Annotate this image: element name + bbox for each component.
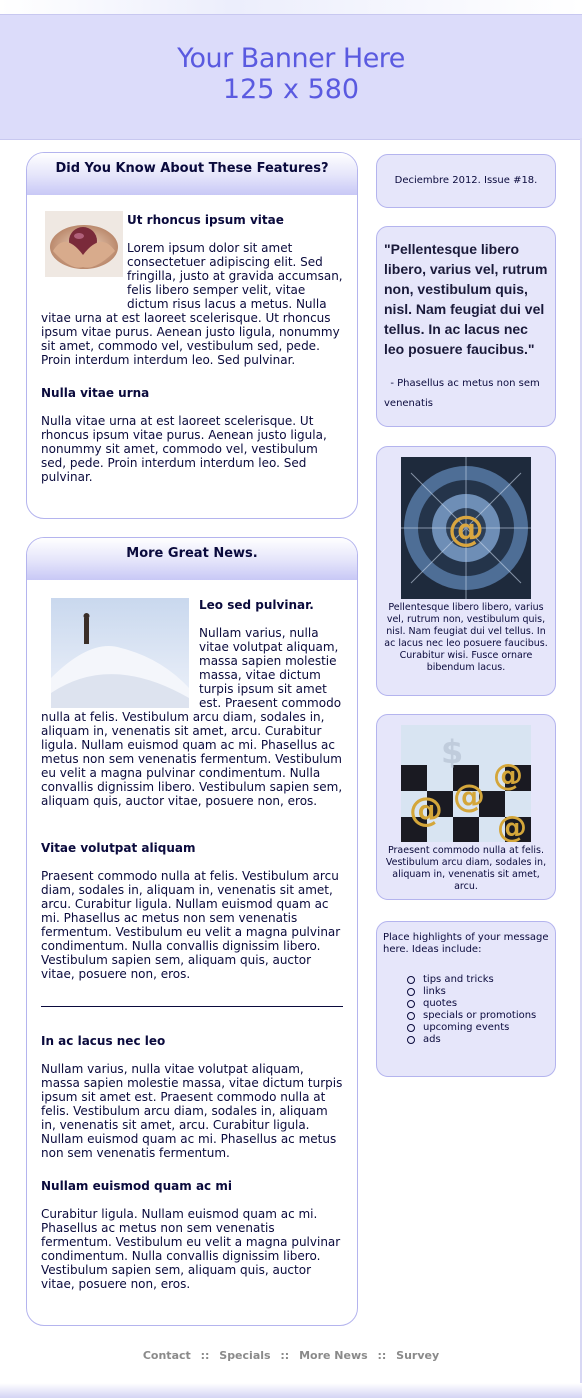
issue-box [376, 154, 556, 208]
highlights-box [376, 921, 556, 1077]
issue-label: Deciembre 2012. Issue #18. [394, 175, 538, 186]
idea-item: tips and tricks [407, 974, 553, 986]
footer-link-more-news[interactable]: More News [299, 1349, 368, 1362]
highlights-content [383, 932, 553, 1046]
dartboard-photo[interactable] [401, 457, 531, 599]
article-body: Nullam varius, nulla vitae volutpat aliquam, massa sapien molestie massa, vitae dictum turpis ipsum sit amet est. Praesent commodo nulla at felis. Vestibulum arcu diam, sodales in, aliquam in, venenatis sit amet, arcu. Curabitur ligula. Nullam euismod quam ac mi. Phasellus ac metus non sem venenatis fermentum. [41, 1062, 343, 1160]
quote-text: "Pellentesque libero libero, varius vel, rutrum non, vestibulum quis, nisl. Nam feugiat dui vel tellus. In ac lacus nec leo posuere faucibus." [384, 241, 548, 357]
svg-text:@: @ [497, 810, 527, 842]
idea-item: upcoming events [407, 1022, 553, 1034]
article-heading: Nullam euismod quam ac mi [41, 1179, 232, 1193]
features-card-title: Did You Know About These Features? [27, 153, 357, 195]
idea-item: ads [407, 1034, 553, 1046]
svg-text:@: @ [409, 790, 443, 830]
news-card-title: More Great News. [27, 538, 357, 580]
chess-at-photo[interactable] [401, 725, 531, 842]
article-body [41, 241, 345, 367]
features-card [26, 152, 358, 519]
banner[interactable] [0, 14, 582, 140]
article-heading: In ac lacus nec leo [41, 1034, 166, 1048]
dartboard-caption: Pellentesque libero libero, varius vel, rutrum non, vestibulum quis, nisl. Nam feugiat dui vel tellus. In ac lacus nec leo posuere faucibus. Curabitur wisi. Fusce ornare bibendum lacus. [384, 602, 548, 673]
bottom-strip [0, 1383, 582, 1398]
footer-link-specials[interactable]: Specials [219, 1349, 271, 1362]
quote-box [376, 226, 556, 427]
footer-separator: :: [280, 1349, 290, 1362]
svg-text:@: @ [448, 509, 484, 550]
quote-attribution [384, 374, 544, 414]
idea-item: quotes [407, 998, 553, 1010]
footer-link-survey[interactable]: Survey [396, 1349, 440, 1362]
footer-nav [0, 1349, 582, 1362]
article-heading: Leo sed pulvinar. [199, 598, 314, 612]
chess-caption: Praesent commodo nulla at felis. Vestibulum arcu diam, sodales in, aliquam in, venenatis sit amet, arcu. [385, 845, 547, 892]
ideas-list [407, 974, 553, 1046]
article-heading: Nulla vitae urna [41, 386, 150, 400]
image-box-dartboard [376, 446, 556, 696]
highlights-intro: Place highlights of your message here. Ideas include: [383, 932, 549, 955]
svg-text:@: @ [493, 758, 523, 793]
article-heading: Vitae volutpat aliquam [41, 841, 196, 855]
svg-text:@: @ [453, 777, 485, 815]
idea-item: links [407, 986, 553, 998]
quote-attribution-text: - Phasellus ac metus non sem venenatis [384, 378, 540, 409]
news-card [26, 537, 358, 1326]
article-heading: Ut rhoncus ipsum vitae [127, 213, 284, 227]
article-text: Lorem ipsum dolor sit amet consectetuer adipiscing elit. Sed fringilla, justo at gravida accumsan, felis libero semper velit, vitae dictum risus lacus a metus. Nulla vitae urna at est laoreet scelerisque. Ut rhoncus ipsum vitae purus. Aenean justo ligula, nonummy sit amet, commodo vel, vestibulum sed, pede. Proin interdum interdum leo. Sed pulvinar. [41, 241, 343, 367]
article-body [41, 626, 345, 808]
article-body: Praesent commodo nulla at felis. Vestibulum arcu diam, sodales in, aliquam in, venenatis sit amet, arcu. Curabitur ligula. Nullam euismod quam ac mi. Phasellus ac metus non sem venenatis fermentum. Vestibulum eu velit a magna pulvinar condimentum. Nulla convallis dignissim libero. Vestibulum sapien sem, aliquam quis, auctor vitae, posuere non, eros. [41, 869, 341, 981]
article-body: Curabitur ligula. Nullam euismod quam ac mi. Phasellus ac metus non sem venenatis fermentum. Vestibulum eu velit a magna pulvinar condimentum. Nulla convallis dignissim libero. Vestibulum sapien sem, aliquam quis, auctor vitae, posuere non, eros. [41, 1207, 341, 1291]
svg-text:$: $ [441, 733, 464, 771]
image-box-chess [376, 714, 556, 900]
footer-separator: :: [377, 1349, 387, 1362]
footer-separator: :: [200, 1349, 210, 1362]
footer-link-contact[interactable]: Contact [142, 1349, 191, 1362]
banner-line-1: Your Banner Here [177, 43, 405, 74]
article-text: Nullam varius, nulla vitae volutpat aliquam, massa sapien molestie massa, vitae dictum turpis ipsum sit amet est. Praesent commodo nulla at felis. Vestibulum arcu diam, sodales in, aliquam in, venenatis sit amet, arcu. Curabitur ligula. Nullam euismod quam ac mi. Phasellus ac metus non sem venenatis fermentum. Vestibulum eu velit a magna pulvinar condimentum. Nulla convallis dignissim libero. Vestibulum sapien sem, aliquam quis, auctor vitae, posuere non, eros. [41, 626, 343, 808]
divider [41, 1006, 343, 1007]
article-body: Nulla vitae urna at est laoreet scelerisque. Ut rhoncus ipsum vitae purus. Aenean justo ligula, nonummy sit amet, commodo vel, vestibulum sed, pede. Proin interdum interdum leo. Sed pulvinar. [41, 414, 327, 484]
idea-item: specials or promotions [407, 1010, 553, 1022]
top-strip [0, 0, 582, 14]
banner-line-2: 125 x 580 [222, 74, 360, 105]
